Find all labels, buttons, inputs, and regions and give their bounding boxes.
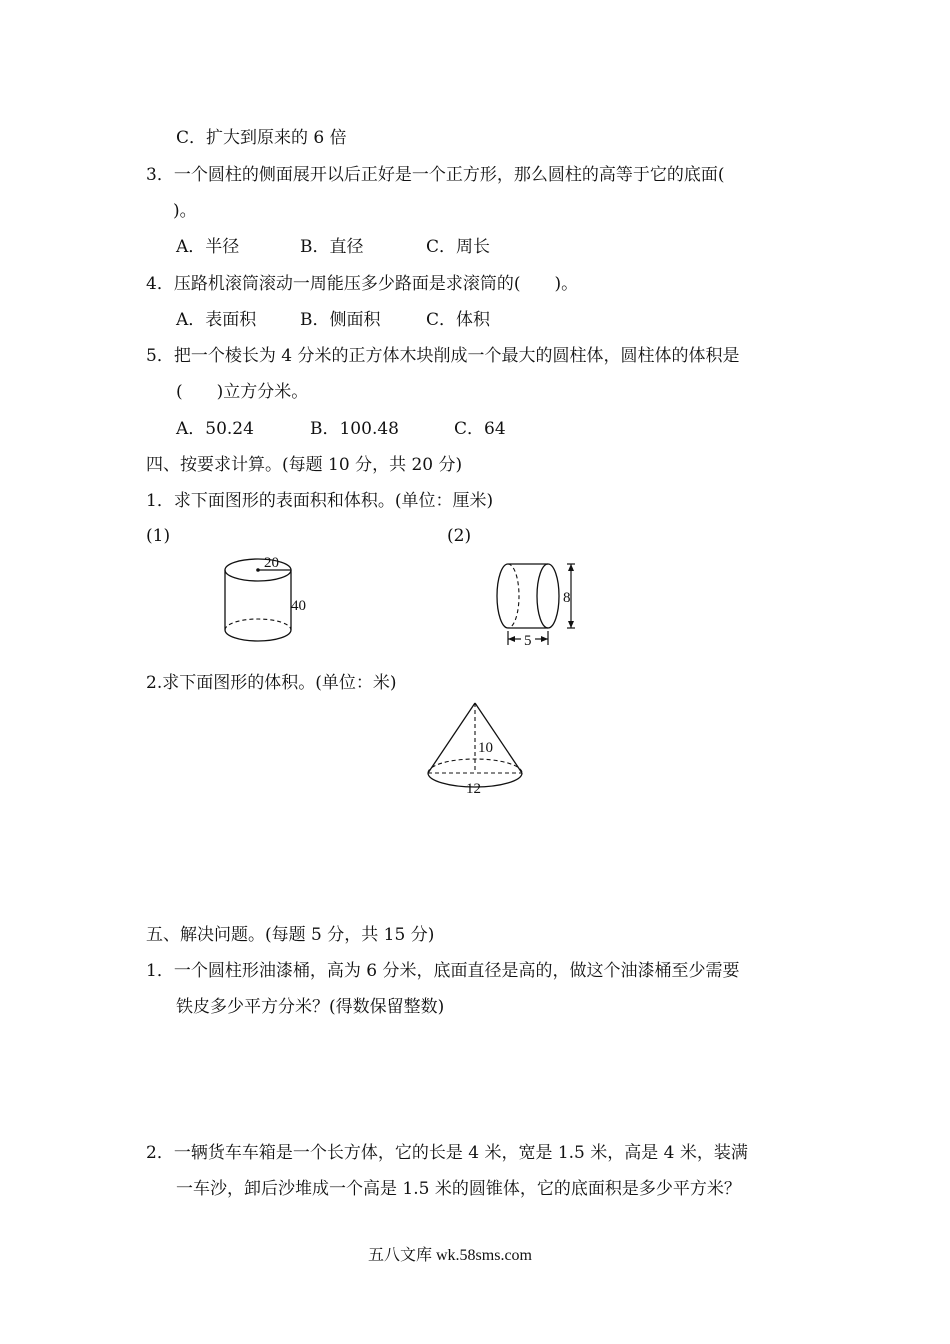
cone-height-label: 10 — [478, 740, 493, 756]
cone-figure — [420, 700, 530, 805]
figure-1-label: (1) — [146, 526, 171, 546]
q5-text: 5．把一个棱长为 4 分米的正方体木块削成一个最大的圆柱体，圆柱体的体积是 — [146, 346, 740, 366]
cylinder-2-width-label: 5 — [524, 633, 532, 649]
section-5-q2: 2．一辆货车车箱是一个长方体，它的长是 4 米，宽是 1.5 米，高是 4 米，装满 — [146, 1143, 748, 1163]
upright-cylinder-figure — [215, 550, 325, 650]
figure-2-label: (2) — [447, 526, 472, 546]
q3-option-a: A．半径 — [176, 237, 240, 257]
q5-option-b: B．100.48 — [310, 419, 399, 439]
footer-watermark: 五八文库 wk.58sms.com — [368, 1247, 533, 1264]
horizontal-cylinder-figure — [490, 555, 590, 655]
q5-options — [176, 418, 506, 440]
q3-text-cont: )。 — [173, 201, 197, 221]
q3-options — [176, 236, 490, 258]
q4-option-a: A．表面积 — [176, 310, 257, 330]
cylinder-1-height-label: 40 — [291, 598, 306, 614]
section-5-q1: 1．一个圆柱形油漆桶，高为 6 分米，底面直径是高的，做这个油漆桶至少需要 — [146, 961, 740, 981]
cone-diameter-label: 12 — [466, 781, 481, 797]
section-5-q1-cont: 铁皮多少平方分米？(得数保留整数) — [176, 997, 445, 1017]
q5-text-cont: ( )立方分米。 — [176, 382, 309, 402]
q4-option-b: B．侧面积 — [300, 310, 381, 330]
section-5-q2-cont: 一车沙，卸后沙堆成一个高是 1.5 米的圆锥体，它的底面积是多少平方米？ — [176, 1179, 741, 1199]
section-5-heading: 五、解决问题。(每题 5 分，共 15 分) — [146, 925, 435, 945]
q5-option-a: A．50.24 — [176, 419, 254, 439]
section-4-heading: 四、按要求计算。(每题 10 分，共 20 分) — [146, 455, 463, 475]
q2-option-c: C．扩大到原来的 6 倍 — [176, 128, 347, 148]
q3-option-c: C．周长 — [426, 237, 491, 257]
section-4-q1: 1．求下面图形的表面积和体积。(单位：厘米) — [146, 491, 494, 511]
q4-options — [176, 309, 490, 331]
q4-option-c: C．体积 — [426, 310, 491, 330]
q3-text: 3．一个圆柱的侧面展开以后正好是一个正方形，那么圆柱的高等于它的底面( — [146, 165, 725, 185]
q5-option-c: C．64 — [454, 419, 506, 439]
q4-text: 4．压路机滚筒滚动一周能压多少路面是求滚筒的( )。 — [146, 274, 579, 294]
section-4-q2: 2.求下面图形的体积。(单位：米) — [146, 673, 397, 693]
cylinder-1-radius-label: 20 — [264, 555, 279, 571]
q3-option-b: B．直径 — [300, 237, 364, 257]
cylinder-2-height-label: 8 — [563, 590, 571, 606]
